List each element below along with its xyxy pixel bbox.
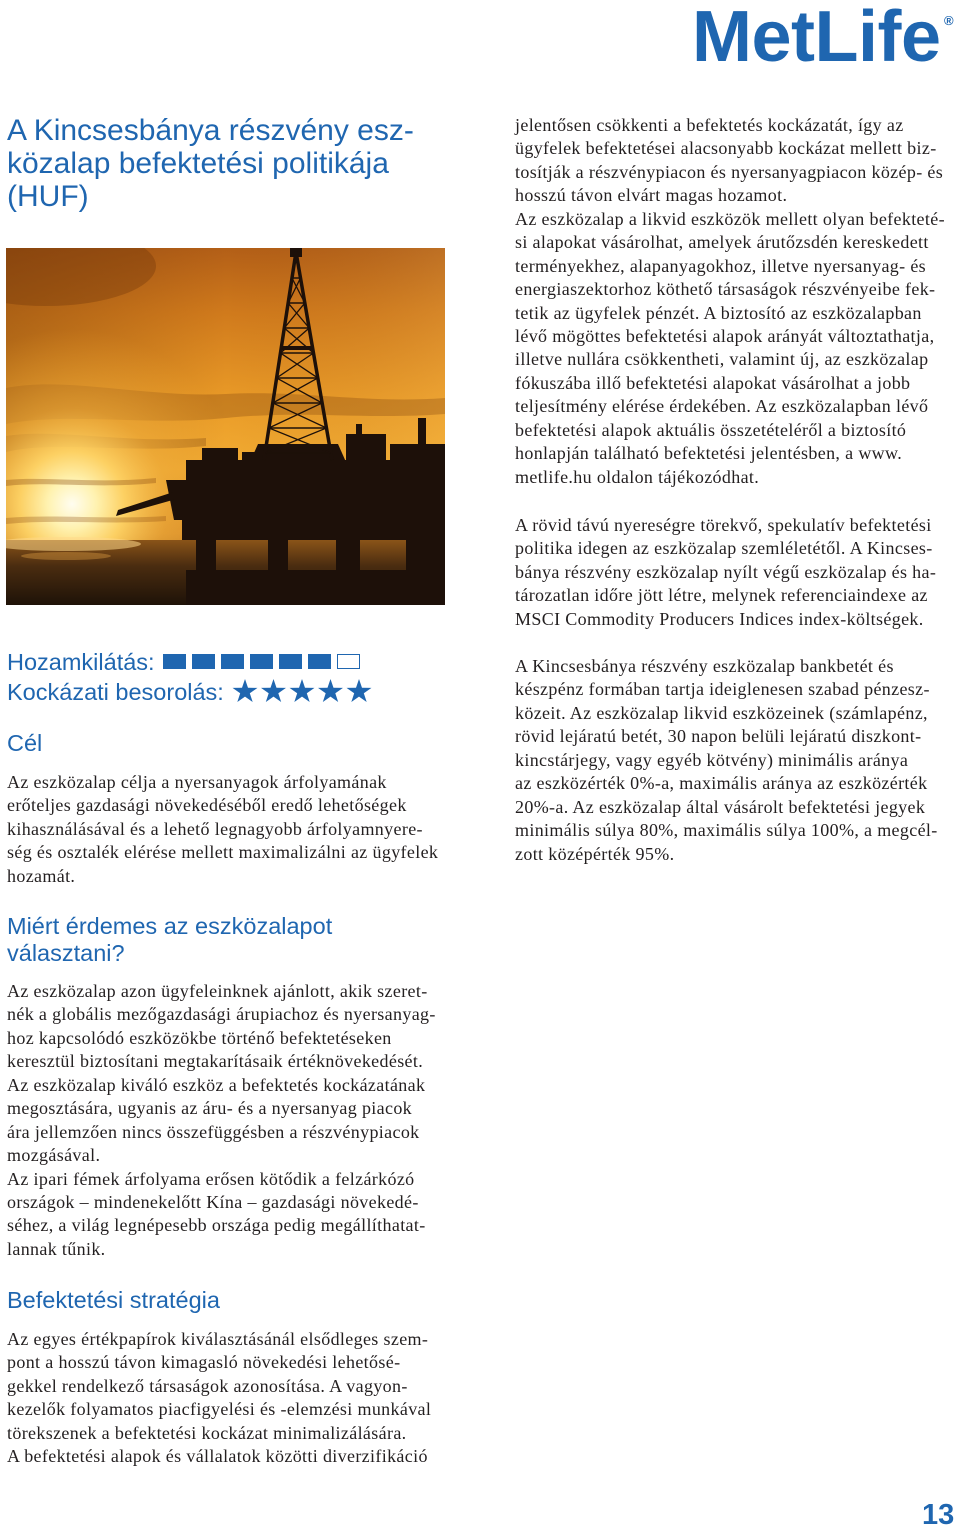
goal-heading: Cél	[7, 730, 43, 756]
text-line: mozgásával.	[7, 1145, 101, 1166]
text-line: honlapján található befektetési jelentésben, a www.	[515, 443, 903, 464]
page-title	[7, 114, 414, 213]
text-line: A befektetési alapok és vállalatok közötti diverzifikáció	[7, 1446, 428, 1467]
title-line: A Kincsesbánya részvény esz-	[7, 114, 414, 147]
empty-square-icon	[337, 654, 360, 669]
policy-paragraph-3	[515, 655, 938, 866]
text-line: befektetési alapok aktuális összetételéről a biztosító	[515, 419, 907, 440]
text-line: ára jellemzően nincs összefüggésben a részvénypiacok	[7, 1121, 420, 1142]
text-line: politika idegen az eszközalap szemléletétől. A Kincses-	[515, 538, 933, 559]
text-line: bánya részvény eszközalap nyílt végű eszközalap és ha-	[515, 561, 937, 582]
star-icon	[346, 679, 372, 704]
return-outlook-meter	[163, 654, 366, 669]
text-line: séhez, a világ legnépesebb országa pedig megállíthatat-	[7, 1215, 426, 1236]
text-line: nék a globális mezőgazdasági árupiachoz és nyersanyag-	[7, 1004, 436, 1025]
text-line: illetve nullára csökkentheti, valamint új, az eszközalap	[515, 349, 929, 370]
text-line: Az ipari fémek árfolyama erősen kötődik a felzárkózó	[7, 1168, 415, 1189]
title-line: (HUF)	[7, 180, 89, 213]
page-number: 13	[922, 1499, 955, 1531]
title-line: közalap befektetési politikája	[7, 147, 389, 180]
text-line: minimális súlya 80%, maximális súlya 100%, a megcél-	[515, 820, 938, 841]
heading-line: Miért érdemes az eszközalapot	[7, 913, 333, 939]
text-line: A rövid távú nyereségre törekvő, spekulatív befektetési	[515, 515, 932, 535]
metlife-logo: MetLife	[692, 0, 941, 77]
text-line: készpénz formában tartja ideiglenesen szabad pénzesz-	[515, 679, 930, 700]
text-line: tetik az ügyfelek pénzét. A biztosító az eszközalapban	[515, 302, 922, 323]
heading-line: választani?	[7, 940, 125, 966]
text-line: zott középérték 95%.	[515, 843, 675, 864]
text-line: Az eszközalap kiváló eszköz a befektetés kockázatának	[7, 1074, 426, 1095]
text-line: tározatlan időre jött létre, melynek referenciaindexe az	[515, 585, 928, 606]
text-line: terményekhez, alapanyagokhoz, illetve nyersanyag- és	[515, 255, 927, 276]
text-line: az eszközérték 0%-a, maximális aránya az eszközérték	[515, 773, 928, 794]
policy-paragraph-2	[515, 514, 936, 631]
filled-square-icon	[250, 654, 273, 669]
star-icon	[261, 679, 287, 704]
text-line: Az eszközalap célja a nyersanyagok árfolyamának	[7, 772, 387, 792]
text-line: kincstárjegy, vagy egyéb kötvény) minimális aránya	[515, 749, 909, 770]
return-outlook-label: Hozamkilátás:	[7, 649, 155, 675]
text-line: MSCI Commodity Producers Indices index-költségek.	[515, 608, 924, 629]
text-line: hosszú távon elvárt magas hozamot.	[515, 185, 788, 206]
text-line: metlife.hu oldalon tájékozódhat.	[515, 466, 760, 487]
text-line: si alapokat vásárolhat, amelyek árutőzsdén kereskedett	[515, 232, 929, 253]
text-line: A Kincsesbánya részvény eszközalap bankbetét és	[515, 656, 894, 676]
why-choose-paragraph	[7, 980, 436, 1261]
registered-mark: ®	[944, 13, 954, 28]
text-line: hoz kapcsolódó eszközökbe történő befektetéseken	[7, 1027, 392, 1048]
text-line: országok – mindenekelőtt Kína – gazdasági növekedé-	[7, 1191, 419, 1212]
filled-square-icon	[279, 654, 302, 669]
text-line: energiaszektorhoz köthető társaságok részvényeibe fek-	[515, 279, 936, 300]
risk-rating-label: Kockázati besorolás:	[7, 679, 224, 705]
star-icon	[318, 679, 344, 704]
text-line: ség és osztalék elérése mellett maximalizálni az ügyfelek	[7, 842, 439, 863]
policy-paragraph-1	[515, 114, 945, 489]
text-line: fókuszába illő befektetési alapokat vásárolhat a jobb	[515, 372, 911, 393]
text-line: ügyfelek befektetései alacsonyabb kockázat mellett biz-	[515, 138, 937, 159]
text-line: kezelők folyamatos piacfigyelési és -elemzési munkával	[7, 1399, 432, 1420]
text-line: rövid lejáratú betét, 30 napon belüli lejáratú diszkont-	[515, 726, 922, 747]
risk-rating-stars	[232, 679, 375, 704]
text-line: 20%-a. Az eszközalap által vásárolt befektetési jegyek	[515, 796, 926, 817]
text-line: erőteljes gazdasági növekedéséből eredő lehetőségek	[7, 795, 407, 816]
text-line: közeit. Az eszközalap likvid eszközeinek (számlapénz,	[515, 702, 928, 723]
text-line: lévő mögöttes befektetési alapok arányát változtathatja,	[515, 325, 935, 346]
star-icon	[232, 679, 258, 704]
text-line: Az eszközalap azon ügyfeleinknek ajánlott, akik szeret-	[7, 981, 428, 1001]
oil-rig-sunset-photo	[6, 248, 445, 605]
text-line: pont a hosszú távon kimagasló növekedési lehetősé-	[7, 1352, 401, 1373]
text-line: Az egyes értékpapírok kiválasztásánál elsődleges szem-	[7, 1329, 429, 1349]
filled-square-icon	[163, 654, 186, 669]
text-line: jelentősen csökkenti a befektetés kockázatát, így az	[515, 115, 904, 135]
text-line: lannak tűnik.	[7, 1238, 106, 1259]
text-line: hozamát.	[7, 865, 76, 886]
star-icon	[289, 679, 315, 704]
filled-square-icon	[221, 654, 244, 669]
filled-square-icon	[308, 654, 331, 669]
text-line: teljesítmény elérése érdekében. Az eszközalapban lévő	[515, 396, 929, 417]
goal-paragraph	[7, 771, 438, 888]
text-line: törekszenek a befektetési kockázat minimalizálására.	[7, 1422, 407, 1443]
strategy-heading: Befektetési stratégia	[7, 1287, 220, 1313]
why-choose-heading	[7, 913, 332, 967]
strategy-paragraph	[7, 1328, 431, 1469]
text-line: gekkel rendelkező társaságok azonosítása. A vagyon-	[7, 1375, 408, 1396]
text-line: keresztül biztosítani megtakarításaik értéknövekedését.	[7, 1051, 424, 1072]
filled-square-icon	[192, 654, 215, 669]
text-line: tosítják a részvénypiacon és nyersanyagpiacon közép- és	[515, 161, 944, 182]
text-line: kihasználásával és a lehető legnagyobb árfolyamnyere-	[7, 818, 423, 839]
text-line: Az eszközalap a likvid eszközök mellett olyan befekteté-	[515, 208, 945, 229]
text-line: megosztására, ugyanis az áru- és a nyersanyag piacok	[7, 1098, 413, 1119]
